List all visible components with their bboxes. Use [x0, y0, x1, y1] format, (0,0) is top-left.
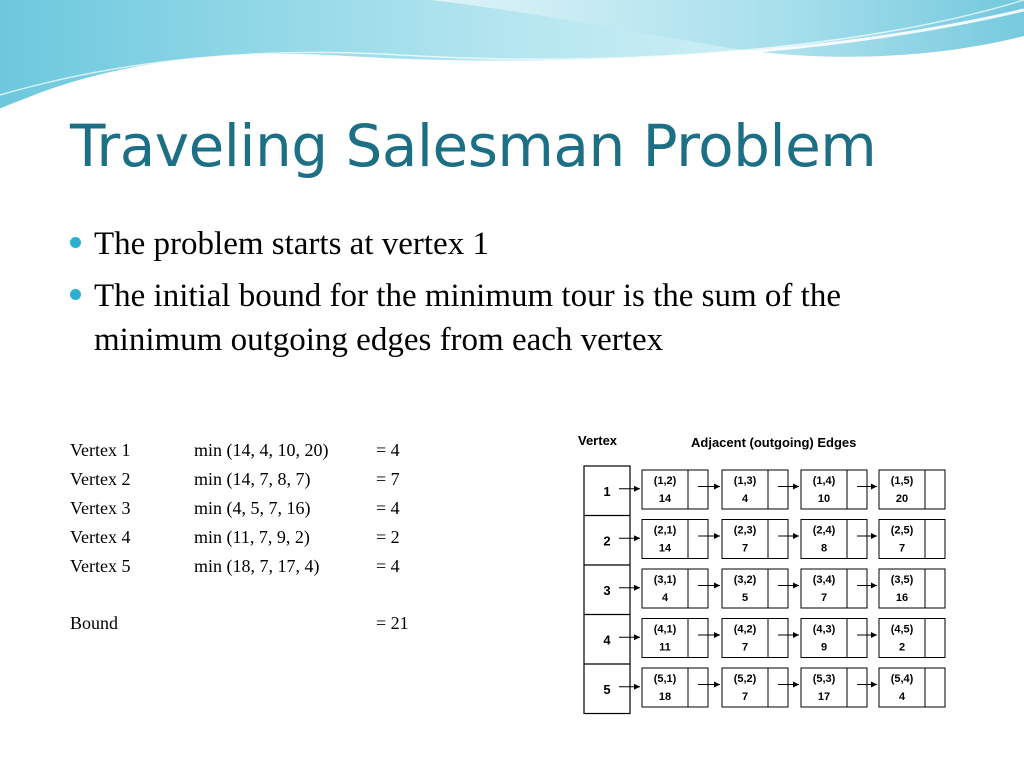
edge-weight: 9 — [820, 641, 828, 654]
edge-weight: 2 — [898, 641, 906, 654]
edge-weight: 17 — [817, 691, 831, 703]
min-expression: min (14, 4, 10, 20) — [194, 440, 329, 460]
min-expression: min (4, 5, 7, 16) — [194, 498, 311, 518]
edge-pair: (5,3) — [812, 673, 836, 685]
bullet-text: The initial bound for the minimum tour is the sum of the minimum outgoing edges from each vertex — [94, 278, 841, 358]
edge-weight: 7 — [741, 641, 749, 654]
edge-weight: 16 — [895, 592, 909, 604]
adjacency-list-diagram — [556, 405, 964, 740]
vertex-row — [70, 440, 430, 469]
bound-calculation-table — [70, 440, 430, 642]
edge-weight: 8 — [820, 542, 828, 555]
edge-pair: (3,2) — [733, 574, 757, 586]
min-result: = 7 — [376, 469, 400, 489]
vertex-row — [70, 498, 430, 527]
vertex-number: 3 — [603, 582, 611, 598]
edge-pair: (2,1) — [653, 524, 677, 537]
vertex-label: Vertex 1 — [70, 440, 131, 460]
vertex-label: Vertex 5 — [70, 556, 131, 576]
edge-weight: 7 — [898, 542, 906, 555]
edge-pair: (5,2) — [733, 673, 757, 685]
edge-pair: (4,2) — [733, 623, 757, 636]
min-result: = 4 — [376, 498, 400, 518]
bullet-dot-icon — [70, 289, 81, 300]
min-result: = 2 — [376, 527, 400, 547]
vertex-label: Vertex 4 — [70, 527, 131, 547]
slide-title: Traveling Salesman Problem — [70, 112, 877, 180]
edge-weight: 4 — [661, 592, 669, 604]
edge-pair: (2,5) — [890, 524, 914, 537]
edge-weight: 10 — [817, 493, 831, 505]
edge-pair: (1,3) — [733, 475, 757, 487]
edge-pair: (4,3) — [812, 623, 836, 636]
min-expression: min (11, 7, 9, 2) — [194, 527, 310, 547]
edge-weight: 14 — [658, 542, 672, 555]
min-expression: min (18, 7, 17, 4) — [194, 556, 320, 576]
vertex-label: Vertex 3 — [70, 498, 131, 518]
bullet-dot-icon — [70, 237, 81, 248]
edge-weight: 20 — [895, 493, 909, 505]
min-result: = 4 — [376, 440, 400, 460]
edge-weight: 7 — [741, 691, 749, 703]
vertex-row — [70, 556, 430, 585]
edges-header: Adjacent (outgoing) Edges — [691, 435, 857, 450]
edge-pair: (5,1) — [653, 673, 677, 685]
vertex-label: Vertex 2 — [70, 469, 131, 489]
edge-pair: (5,4) — [890, 673, 914, 685]
edge-pair: (4,1) — [653, 623, 677, 636]
edge-pair: (1,2) — [653, 475, 677, 487]
edge-weight: 7 — [820, 592, 828, 604]
vertex-number: 1 — [603, 483, 611, 499]
edge-pair: (4,5) — [890, 623, 914, 636]
vertex-number: 5 — [603, 681, 611, 697]
min-expression: min (14, 7, 8, 7) — [194, 469, 311, 489]
bullet-list — [70, 222, 970, 370]
header-wave-decoration — [0, 0, 1024, 130]
edge-pair: (3,5) — [890, 574, 914, 586]
vertex-header: Vertex — [578, 433, 618, 448]
edge-weight: 7 — [741, 542, 749, 555]
vertex-number: 2 — [603, 533, 611, 549]
edge-weight: 14 — [658, 493, 672, 505]
vertex-number: 4 — [603, 632, 611, 648]
min-result: = 4 — [376, 556, 400, 576]
edge-pair: (3,4) — [812, 574, 836, 586]
bound-result: = 21 — [376, 613, 409, 633]
edge-pair: (2,4) — [812, 524, 836, 537]
bullet-item — [70, 222, 970, 266]
vertex-row — [70, 527, 430, 556]
bound-row — [70, 613, 430, 642]
edge-weight: 4 — [898, 691, 906, 703]
edge-pair: (3,1) — [653, 574, 677, 586]
bullet-text: The problem starts at vertex 1 — [94, 226, 489, 262]
edge-weight: 5 — [741, 592, 749, 604]
edge-pair: (2,3) — [733, 524, 757, 537]
vertex-row — [70, 469, 430, 498]
edge-pair: (1,4) — [812, 475, 836, 487]
bound-label: Bound — [70, 613, 119, 633]
edge-pair: (1,5) — [890, 475, 914, 487]
edge-weight: 4 — [741, 493, 749, 505]
edge-weight: 18 — [658, 691, 672, 703]
edge-weight: 11 — [659, 641, 671, 654]
bullet-item — [70, 274, 970, 362]
adjacency-list-svg — [556, 405, 964, 740]
